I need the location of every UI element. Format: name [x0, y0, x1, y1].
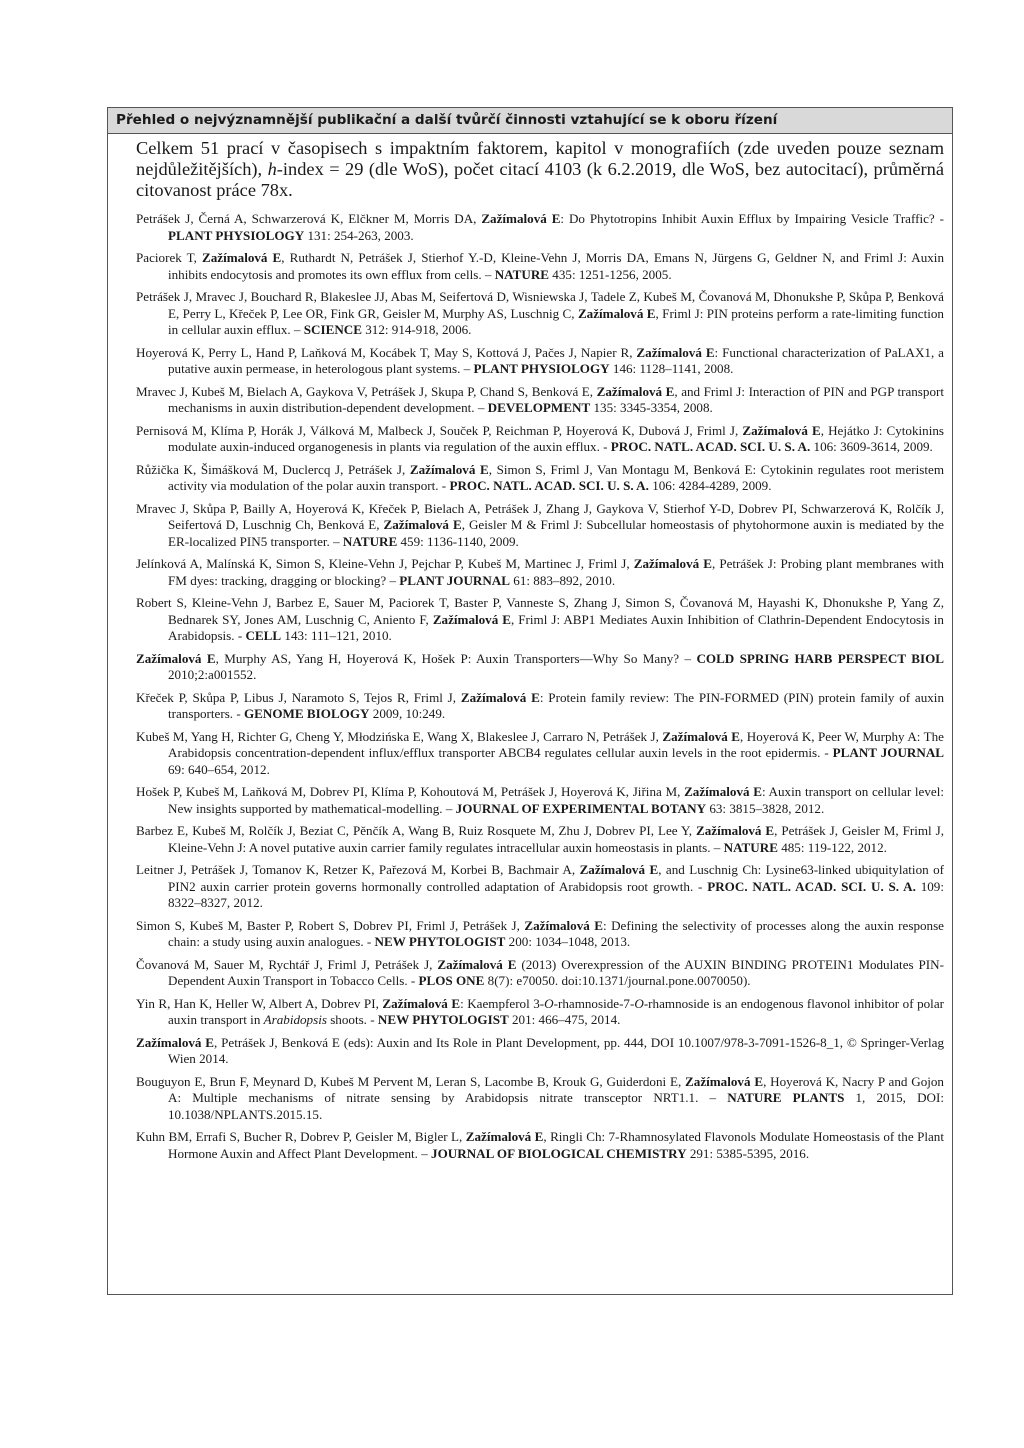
publication-italic-term: O [544, 995, 554, 1011]
publication-citation: 201: 466–475, 2014. [508, 1012, 621, 1027]
publication-entry [136, 918, 944, 951]
publication-highlighted-author: Zažímalová E [684, 784, 762, 799]
publication-entry [136, 862, 944, 912]
publication-highlighted-author: Zažímalová E [577, 305, 656, 321]
publication-journal: NEW PHYTOLOGIST [374, 934, 506, 949]
section-body [108, 134, 952, 1162]
publication-entry [136, 957, 944, 990]
publication-highlighted-author: Zažímalová E [432, 611, 511, 627]
publication-highlighted-author: Zažímalová E [136, 650, 216, 666]
publication-entry [136, 211, 944, 244]
publication-authors: Růžička K, Šimášková M, Duclercq J, Petrášek J, [136, 461, 410, 477]
publication-text: : Defining the selectivity of processes along the auxin response chain: a study using auxin analogues. - [168, 917, 944, 949]
publication-entry [136, 501, 944, 551]
publication-highlighted-author: Zažímalová E [437, 956, 517, 972]
publication-text: , Geisler M & Friml J: Subcellular homeostasis of phytohormone auxin is mediated by the ER-localized PIN5 transporter. – [168, 517, 944, 549]
publication-authors: Leitner J, Petrášek J, Tomanov K, Retzer K, Pařezová M, Korbei B, Bachmair A, [136, 862, 580, 877]
publication-authors: Robert S, Kleine-Vehn J, Barbez E, Sauer M, Paciorek T, Baster P, Vanneste S, Zhang J, Simon S, Čovanová M, Hayashi K, Dhonukshe P, Yang Z, Bednarek SY, Jones AM, Luschnig C, Aniento F, [136, 595, 944, 627]
publication-entry [136, 462, 944, 495]
publication-entry [136, 690, 944, 723]
publication-text: , and Friml J: Interaction of PIN and PGP transport mechanisms in auxin distribution-dependent development. – [168, 383, 944, 415]
publication-text: , Hoyerová K, Nacry P and Gojon A: Multiple mechanisms of nitrate sensing by Arabidopsis nitrate transceptor NRT1.1. – [168, 1073, 944, 1105]
publication-text: : Do Phytotropins Inhibit Auxin Efflux by Impairing Vesicle Traffic? - [560, 211, 944, 226]
publication-entry [136, 345, 944, 378]
publication-authors: Kubeš M, Yang H, Richter G, Cheng Y, Młodzińska E, Wang X, Blakeslee J, Carraro N, Petrášek J, [136, 728, 663, 744]
publication-text: , Murphy AS, Yang H, Hoyerová K, Hošek P: Auxin Transporters—Why So Many? – [215, 650, 697, 666]
publication-authors: Barbez E, Kubeš M, Rolčík J, Beziat C, Pěnčík A, Wang B, Ruiz Rosquete M, Zhu J, Dobrev PI, Lee Y, [136, 823, 697, 838]
publication-citation: 435: 1251-1256, 2005. [549, 266, 672, 282]
publication-journal: PROC. NATL. ACAD. SCI. U. S. A. [610, 439, 811, 454]
publication-highlighted-author: Zažímalová E [383, 517, 462, 532]
publication-entry [136, 784, 944, 817]
publication-journal: SCIENCE [303, 322, 362, 337]
publications-box [107, 107, 953, 1295]
publication-entry [136, 996, 944, 1029]
publication-citation: 69: 640–654, 2012. [168, 761, 270, 777]
publication-list [136, 211, 944, 1162]
publication-authors: Simon S, Kubeš M, Baster P, Robert S, Dobrev PI, Friml J, Petrášek J, [136, 917, 525, 933]
publication-entry [136, 595, 944, 645]
publication-citation: 109: 8322–8327, 2012. [168, 878, 944, 910]
publication-journal: NATURE [342, 533, 398, 549]
publication-journal: PROC. NATL. ACAD. SCI. U. S. A. [707, 878, 916, 894]
publication-citation: 63: 3815–3828, 2012. [706, 800, 825, 816]
publication-highlighted-author: Zažímalová E [742, 422, 821, 438]
publication-highlighted-author: Zažímalová E [524, 917, 603, 933]
publication-journal: JOURNAL OF BIOLOGICAL CHEMISTRY [431, 1145, 687, 1161]
publication-text: : Functional characterization of PaLAX1, a putative auxin permease, in heterologous plant systems. – [168, 344, 944, 376]
publication-citation: 106: 4284-4289, 2009. [648, 478, 772, 493]
publication-text: , Simon S, Friml J, Van Montagu M, Benková E: Cytokinin regulates root meristem activity via modulation of the polar auxin transport. - [168, 461, 944, 493]
publication-journal: NATURE PLANTS [727, 1090, 845, 1105]
publication-citation: 106: 3609-3614, 2009. [810, 439, 933, 454]
publication-journal: PROC. NATL. ACAD. SCI. U. S. A. [449, 478, 649, 493]
publication-highlighted-author: Zažímalová E [202, 250, 282, 265]
publication-text: , Ringli Ch: 7-Rhamnosylated Flavonols Modulate Homeostasis of the Plant Hormone Auxin and Affect Plant Development. – [168, 1129, 944, 1161]
summary-part1: Celkem 51 prací v časopisech s impaktním faktorem, kapitol v monografiích (zde uveden pouze seznam nejdůležitějších), [136, 138, 944, 179]
publication-text: -rhamnoside-7- [553, 995, 635, 1011]
publication-journal: PLANT PHYSIOLOGY [473, 361, 610, 376]
publication-text: , Friml J: PIN proteins perform a rate-limiting function in cellular auxin efflux. – [168, 305, 944, 337]
publication-highlighted-author: Zažímalová E [136, 1034, 215, 1050]
summary-part2: -index = 29 (dle WoS), počet citací 4103 (k 6.2.2019, dle WoS, bez autocitací), průměrná citovanost práce 78x. [136, 159, 944, 200]
publication-entry [136, 250, 944, 283]
publication-authors: Mravec J, Kubeš M, Bielach A, Gaykova V, Petrášek J, Skupa P, Chand S, Benková E, [136, 383, 597, 399]
publication-authors: Křeček P, Skůpa P, Libus J, Naramoto S, Tejos R, Friml J, [136, 689, 461, 705]
publication-authors: Jelínková A, Malínská K, Simon S, Kleine-Vehn J, Pejchar P, Kubeš M, Martinec J, Friml J, [136, 556, 634, 571]
publication-journal: GENOME BIOLOGY [244, 706, 370, 721]
publication-journal: DEVELOPMENT [487, 400, 591, 415]
publication-citation: 2009, 10:249. [369, 706, 446, 721]
publication-citation: 8(7): e70050. doi:10.1371/journal.pone.0070050). [484, 973, 751, 988]
publication-citation: 146: 1128–1141, 2008. [609, 361, 734, 376]
publication-authors: Mravec J, Skůpa P, Bailly A, Hoyerová K, Křeček P, Bielach A, Petrášek J, Zhang J, Gaykova V, Stierhof Y-D, Dobrev PI, Schwarzerová K, Rolčík J, Seifertová D, Luschnig Ch, Benková E, [136, 500, 944, 532]
publication-text: , Petrášek J: Probing plant membranes with FM dyes: tracking, dragging or blocking? – [168, 556, 944, 588]
publication-highlighted-author: Zažímalová E [409, 461, 489, 477]
publication-authors: Paciorek T, [136, 250, 203, 265]
summary-paragraph [136, 138, 944, 201]
publication-journal: NEW PHYTOLOGIST [377, 1012, 509, 1027]
publication-citation: 291: 5385-5395, 2016. [686, 1145, 810, 1161]
publication-entry [136, 556, 944, 589]
publication-authors: Pernisová M, Klíma P, Horák J, Válková M, Malbeck J, Souček P, Reichman P, Hoyerová K, Dubová J, Friml J, [136, 422, 743, 438]
publication-citation: 312: 914-918, 2006. [361, 322, 472, 337]
publication-citation: 131: 254-263, 2003. [304, 227, 414, 243]
publication-highlighted-author: Zažímalová E [382, 995, 461, 1011]
publication-journal: PLANT JOURNAL [832, 745, 945, 760]
publication-text: , and Luschnig Ch: Lysine63-linked ubiquitylation of PIN2 auxin carrier protein governs hormonally controlled adaptation of Arabidopsis root growth. - [168, 862, 944, 894]
publication-highlighted-author: Zažímalová E [460, 689, 540, 705]
publication-highlighted-author: Zažímalová E [696, 823, 775, 838]
publication-authors: Čovanová M, Sauer M, Rychtář J, Friml J, Petrášek J, [136, 956, 438, 972]
publication-text: , Friml J: ABP1 Mediates Auxin Inhibition of Clathrin-Dependent Endocytosis in Arabidopsis. - [168, 611, 944, 643]
publication-text: : Protein family review: The PIN-FORMED (PIN) protein family of auxin transporters. - [168, 689, 944, 721]
publication-citation: 459: 1136-1140, 2009. [397, 533, 519, 549]
publication-highlighted-author: Zažímalová E [662, 728, 741, 744]
publication-journal: NATURE [723, 839, 778, 855]
publication-highlighted-author: Zažímalová E [633, 556, 712, 571]
publication-entry [136, 729, 944, 779]
publication-highlighted-author: Zažímalová E [596, 383, 675, 399]
publication-authors: Yin R, Han K, Heller W, Albert A, Dobrev PI, [136, 995, 383, 1011]
publication-highlighted-author: Zažímalová E [465, 1129, 544, 1144]
publication-entry [136, 423, 944, 456]
publication-italic-term: Arabidopsis [263, 1012, 327, 1027]
publication-journal: PLOS ONE [418, 973, 485, 988]
publication-citation: 143: 111–121, 2010. [281, 628, 392, 643]
publication-text: , Petrášek J, Geisler M, Friml J, Kleine-Vehn J: A novel putative auxin carrier family regulates intracellular auxin homeostasis in plants. – [168, 823, 944, 855]
publication-text: : Auxin transport on cellular level: New insights supported by mathematical-modelling. – [168, 784, 944, 816]
publication-entry [136, 289, 944, 339]
publication-journal: CELL [245, 628, 282, 643]
publication-text: , Ruthardt N, Petrášek J, Stierhof Y.-D, Kleine-Vehn J, Morris DA, Emans N, Jürgens G, Geldner N, and Friml J: Auxin inhibits endocytosis and promotes its own efflux from cells. – [168, 250, 944, 282]
publication-text: : Kaempferol 3- [460, 995, 545, 1011]
publication-authors: Hošek P, Kubeš M, Laňková M, Dobrev PI, Klíma P, Kohoutová M, Petrášek J, Hoyerová K, Jiřina M, [136, 784, 685, 799]
publication-text: -rhamnoside is an endogenous flavonol inhibitor of polar auxin transport in [168, 995, 944, 1027]
publication-entry [136, 823, 944, 856]
summary-h-letter: h [267, 159, 277, 179]
publication-entry [136, 1129, 944, 1162]
publication-entry [136, 1035, 944, 1068]
publication-journal: PLANT JOURNAL [399, 572, 510, 588]
publication-text: , Hejátko J: Cytokinins modulate auxin-induced organogenesis in plants via regulation of the auxin efflux. - [168, 422, 944, 454]
publication-text: , Hoyerová K, Peer W, Murphy A: The Arabidopsis concentration-dependent influx/efflux transporter ABCB4 regulates cellular auxin levels in the root epidermis. - [168, 728, 944, 760]
publication-authors: Kuhn BM, Errafi S, Bucher R, Dobrev P, Geisler M, Bigler L, [136, 1129, 466, 1144]
publication-highlighted-author: Zažímalová E [685, 1073, 764, 1089]
publication-entry [136, 1074, 944, 1124]
publication-citation: 200: 1034–1048, 2013. [505, 934, 631, 949]
publication-citation: 1, 2015, DOI: 10.1038/NPLANTS.2015.15. [168, 1090, 945, 1122]
publication-text: (2013) Overexpression of the AUXIN BINDING PROTEIN1 Modulates PIN-Dependent Auxin Transport in Tobacco Cells. - [168, 956, 944, 988]
publication-journal: PLANT PHYSIOLOGY [168, 227, 305, 243]
publication-text: shoots. - [326, 1012, 378, 1027]
publication-highlighted-author: Zažímalová E [636, 344, 715, 360]
section-header: Přehled o nejvýznamnější publikační a další tvůrčí činnosti vztahující se k oboru řízení [108, 108, 952, 134]
publication-authors: Petrášek J, Černá A, Schwarzerová K, Elčkner M, Morris DA, [136, 211, 482, 226]
publication-entry [136, 384, 944, 417]
publication-citation: 61: 883–892, 2010. [510, 572, 616, 588]
publication-authors: Hoyerová K, Perry L, Hand P, Laňková M, Kocábek T, May S, Kottová J, Pačes J, Napier R, [136, 344, 637, 360]
publication-highlighted-author: Zažímalová E [579, 862, 659, 877]
publication-authors: Petrášek J, Mravec J, Bouchard R, Blakeslee JJ, Abas M, Seifertová D, Wisniewska J, Tadele Z, Kubeš M, Čovanová M, Dhonukshe P, Skůpa P, Benková E, Perry L, Křeček P, Lee OR, Fink GR, Geisler M, Murphy AS, Luschnig C, [136, 289, 944, 321]
publication-journal: JOURNAL OF EXPERIMENTAL BOTANY [455, 800, 707, 816]
publication-citation: 135: 3345-3354, 2008. [590, 400, 713, 415]
publication-entry [136, 651, 944, 684]
publication-journal: NATURE [494, 266, 550, 282]
publication-italic-term: O [634, 995, 644, 1011]
publication-highlighted-author: Zažímalová E [481, 211, 561, 226]
publication-citation: 485: 119-122, 2012. [777, 839, 887, 855]
publication-citation: 2010;2:a001552. [168, 667, 257, 682]
publication-authors: Bouguyon E, Brun F, Meynard D, Kubeš M Pervent M, Leran S, Lacombe B, Krouk G, Guiderdoni E, [136, 1073, 686, 1089]
publication-journal: COLD SPRING HARB PERSPECT BIOL [696, 650, 944, 666]
publication-text: , Petrášek J, Benková E (eds): Auxin and Its Role in Plant Development, pp. 444, DOI 10.1007/978-3-7091-1526-8_1, © Springer-Verlag Wien 2014. [168, 1034, 944, 1066]
